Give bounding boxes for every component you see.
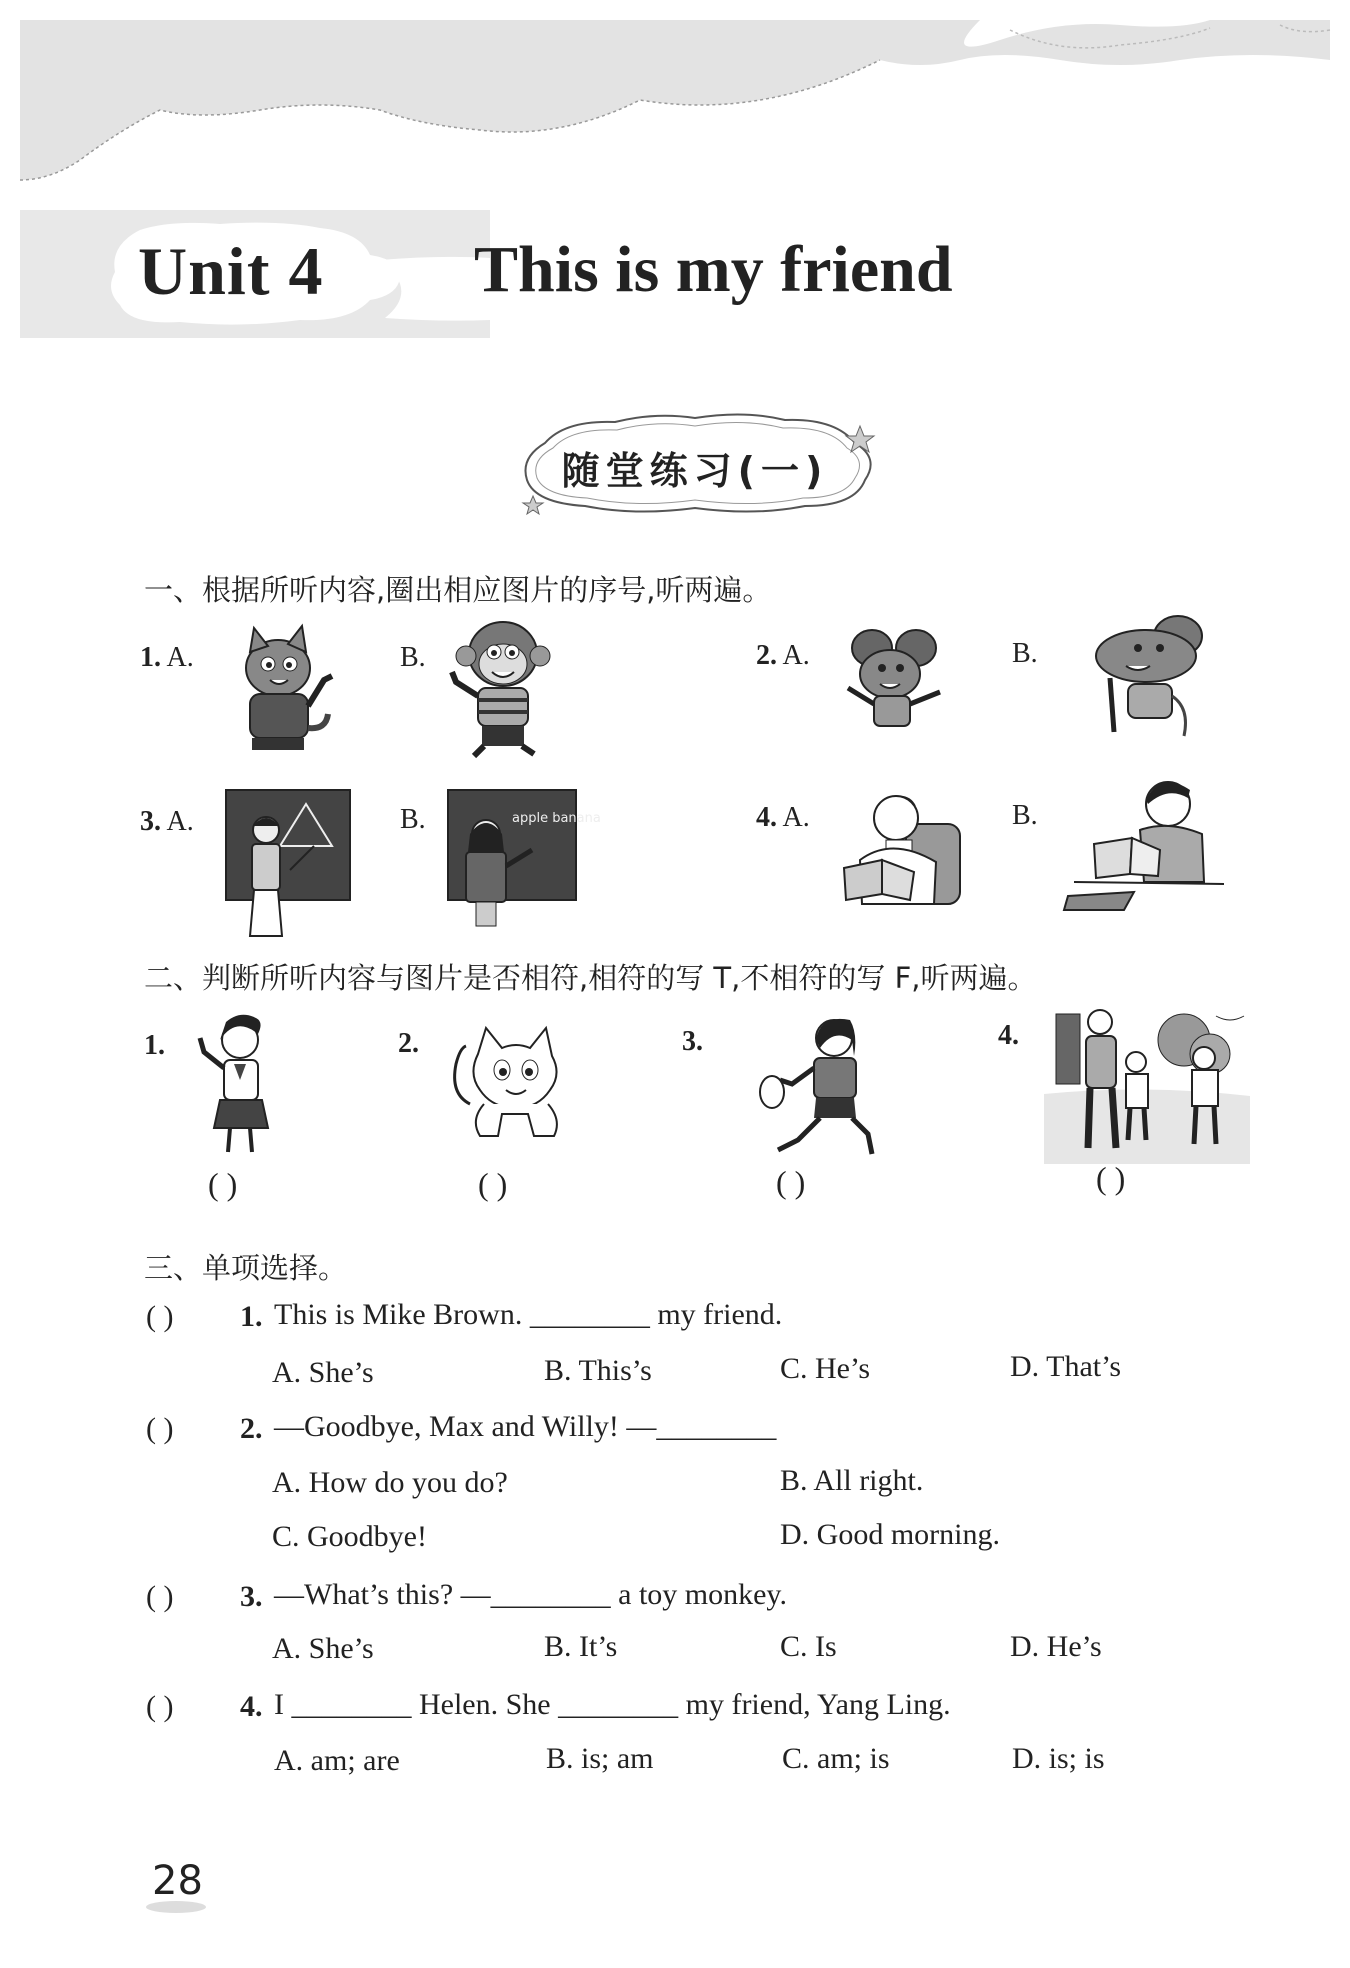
s3-q2-option-d[interactable]: D. Good morning. bbox=[780, 1518, 1000, 1551]
family-walking-icon[interactable] bbox=[1044, 1004, 1250, 1164]
monkey-waving-icon[interactable] bbox=[448, 612, 558, 762]
s3-q2-stem: —Goodbye, Max and Willy! —________ bbox=[274, 1410, 777, 1443]
s3-q3-option-d[interactable]: D. He’s bbox=[1010, 1630, 1102, 1663]
s2-item1-number: 1. bbox=[144, 1030, 165, 1061]
s3-q4-option-a[interactable]: A. am; are bbox=[274, 1744, 400, 1777]
board-text: apple banana bbox=[512, 811, 601, 826]
girl-badminton-icon[interactable] bbox=[758, 1010, 894, 1158]
s3-q2-option-b[interactable]: B. All right. bbox=[780, 1464, 924, 1497]
s1-item1-b-label: B. bbox=[400, 642, 426, 673]
s3-q4-stem: I ________ Helen. She ________ my friend, Yang Ling. bbox=[274, 1688, 951, 1721]
s3-q3-answer-paren[interactable]: ( ) bbox=[146, 1580, 174, 1613]
s3-q4-answer-paren[interactable]: ( ) bbox=[146, 1690, 174, 1723]
s3-q4-number: 4. bbox=[240, 1690, 263, 1723]
s2-item3-number: 3. bbox=[682, 1026, 703, 1057]
s3-q1-number: 1. bbox=[240, 1300, 263, 1333]
mouse-pencil-icon[interactable] bbox=[1080, 612, 1220, 742]
teacher-words-icon[interactable] bbox=[446, 790, 601, 930]
s3-q1-answer-paren[interactable]: ( ) bbox=[146, 1300, 174, 1333]
s2-item3-answer-paren[interactable]: ( ) bbox=[776, 1164, 806, 1200]
s3-q2-answer-paren[interactable]: ( ) bbox=[146, 1412, 174, 1445]
man-reading-sofa-icon[interactable] bbox=[830, 776, 970, 910]
section1-heading: 一、根据所听内容,圈出相应图片的序号,听两遍。 bbox=[144, 573, 772, 607]
s2-item4-answer-paren[interactable]: ( ) bbox=[1096, 1160, 1126, 1196]
s3-q3-stem: —What’s this? —________ a toy monkey. bbox=[274, 1578, 787, 1611]
s3-q4-option-b[interactable]: B. is; am bbox=[546, 1742, 654, 1775]
s3-q2-option-c[interactable]: C. Goodbye! bbox=[272, 1520, 427, 1553]
s3-q3-option-a[interactable]: A. She’s bbox=[272, 1632, 374, 1665]
s3-q4-option-c[interactable]: C. am; is bbox=[782, 1742, 890, 1775]
s3-q2-number: 2. bbox=[240, 1412, 263, 1445]
s1-item3-b-label: B. bbox=[400, 804, 426, 835]
s3-q1-stem: This is Mike Brown. ________ my friend. bbox=[274, 1298, 783, 1331]
header-cloud-banner bbox=[0, 0, 1350, 190]
cat-waving-icon[interactable] bbox=[228, 618, 338, 758]
s3-q1-option-c[interactable]: C. He’s bbox=[780, 1352, 870, 1385]
teacher-triangle-icon[interactable] bbox=[224, 790, 352, 940]
man-reading-desk-icon[interactable] bbox=[1064, 764, 1232, 912]
s1-item4-b-label: B. bbox=[1012, 800, 1038, 831]
s3-q3-option-c[interactable]: C. Is bbox=[780, 1630, 837, 1663]
s3-q3-number: 3. bbox=[240, 1580, 263, 1613]
s3-q4-option-d[interactable]: D. is; is bbox=[1012, 1742, 1105, 1775]
s2-item1-answer-paren[interactable]: ( ) bbox=[208, 1166, 238, 1202]
s1-item3-number: 3. A. bbox=[140, 806, 194, 837]
mouse-waving-icon[interactable] bbox=[840, 618, 950, 738]
practice-badge-title: 随堂练习(一) bbox=[561, 449, 829, 493]
s1-item2-b-label: B. bbox=[1012, 638, 1038, 669]
unit-label: Unit 4 bbox=[138, 233, 324, 309]
s3-q2-option-a[interactable]: A. How do you do? bbox=[272, 1466, 508, 1499]
s1-item2-number: 2. A. bbox=[756, 640, 810, 671]
s3-q3-option-b[interactable]: B. It’s bbox=[544, 1630, 618, 1663]
s2-item4-number: 4. bbox=[998, 1020, 1019, 1051]
cat-icon[interactable] bbox=[450, 1024, 580, 1144]
s1-item4-number: 4. A. bbox=[756, 802, 810, 833]
section3-heading: 三、单项选择。 bbox=[144, 1251, 348, 1285]
unit-title: This is my friend bbox=[474, 233, 953, 306]
s2-item2-number: 2. bbox=[398, 1028, 419, 1059]
section2-heading: 二、判断所听内容与图片是否相符,相符的写 T,不相符的写 F,听两遍。 bbox=[144, 961, 1037, 995]
s3-q1-option-a[interactable]: A. She’s bbox=[272, 1356, 374, 1389]
girl-waving-icon[interactable] bbox=[196, 1012, 276, 1156]
s3-q1-option-d[interactable]: D. That’s bbox=[1010, 1350, 1122, 1383]
s3-q1-option-b[interactable]: B. This’s bbox=[544, 1354, 652, 1387]
s2-item2-answer-paren[interactable]: ( ) bbox=[478, 1166, 508, 1202]
page-number: 28 bbox=[152, 1858, 203, 1904]
s1-item1-number: 1. A. bbox=[140, 642, 194, 673]
